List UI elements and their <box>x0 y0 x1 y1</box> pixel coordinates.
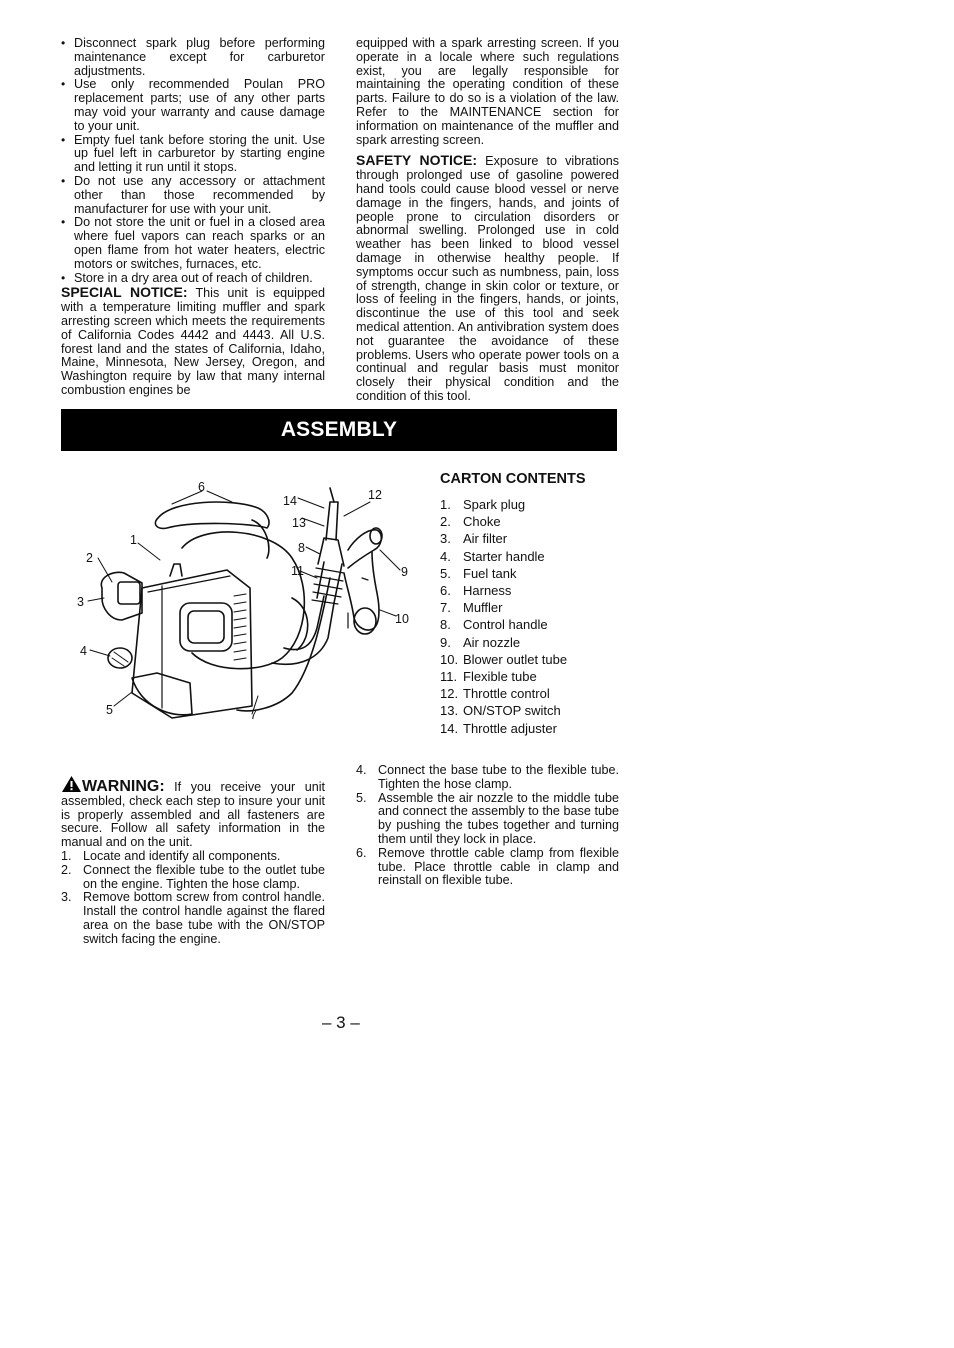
section-title-banner: ASSEMBLY <box>61 409 617 451</box>
list-item: 6. Remove throttle cable clamp from flexible tube. Place throttle cable in clamp and reinstall on flexible tube. <box>356 845 619 888</box>
left-top-column <box>61 37 325 398</box>
list-item: • Store in a dry area out of reach of children. <box>61 272 325 286</box>
callout-12: 12 <box>368 488 382 502</box>
callout-11: 11 <box>291 564 304 578</box>
air-filter <box>101 572 142 620</box>
safety-notice-text: Exposure to vibrations through prolonged use of gasoline powered hand tools could cause blood vessel or nerve damage in the fingers, hands, and joints of people prone to circulation disorders or abnormal swelling. Prolonged use in cold weather has been linked to blood vessel damage in otherwise healthy people. If symptoms occur such as numbness, pain, loss of strength, change in skin color or texture, or loss of feeling in the fingers, hands, or joints, discontinue the use of this tool and seek medical attention. An antivibration system does not guarantee the avoidance of these problems. Users who operate power tools on a continual and regular basis must monitor closely their physical condition and the condition of this tool. <box>356 154 620 403</box>
list-item: • Do not use any accessory or attachment other than those recommended by manufacturer for use with your unit. <box>61 175 325 216</box>
list-item: 4. Starter handle <box>440 548 545 564</box>
safety-notice-label: SAFETY NOTICE: <box>356 152 478 169</box>
callout-2: 2 <box>86 551 93 565</box>
warning-label: WARNING: <box>82 778 165 795</box>
list-item: 8. Control handle <box>440 617 548 633</box>
callout-8: 8 <box>298 541 305 555</box>
steps-right-column <box>356 764 619 888</box>
callout-13: 13 <box>292 516 306 530</box>
list-item: 2. Connect the flexible tube to the outlet tube on the engine. Tighten the hose clamp. <box>61 862 325 891</box>
warning-triangle-icon <box>61 775 82 793</box>
list-item: 13. ON/STOP switch <box>440 703 561 719</box>
callout-9: 9 <box>401 565 408 579</box>
list-item: • Use only recommended Poulan PRO replacement parts; use of any other parts may void your warranty and cause damage to your unit. <box>61 78 325 133</box>
harness-shape <box>155 502 269 528</box>
blower-diagram <box>62 478 422 738</box>
list-item: 6. Harness <box>440 583 512 599</box>
callout-6: 6 <box>198 480 205 494</box>
warning-text: If you receive your unit assembled, check each step to insure your unit is properly assembled and all fasteners are secure. Follow all safety information in the manual and on the unit. <box>61 780 325 850</box>
list-item: 5. Assemble the air nozzle to the middle tube and connect the assembly to the base tube by pushing the tubes together and turning them until they lock in place. <box>356 790 619 846</box>
list-item: 3. Air filter <box>440 531 508 547</box>
list-item: 14. Throttle adjuster <box>440 720 557 736</box>
page-number: – 3 – <box>322 1013 360 1032</box>
warning-column <box>61 775 325 947</box>
callout-10: 10 <box>395 612 409 626</box>
list-item: 2. Choke <box>440 514 501 530</box>
assembly-steps-list-continued <box>356 764 619 888</box>
list-item: 7. Muffler <box>440 600 503 616</box>
warning-paragraph <box>61 775 325 850</box>
assembly-steps-list <box>61 850 325 947</box>
list-item: 10. Blower outlet tube <box>440 651 568 667</box>
list-item: 1. Spark plug <box>440 497 526 512</box>
list-item: • Do not store the unit or fuel in a closed area where fuel vapors can reach sparks or an open flame from hot water heaters, electric motors or switches, furnaces, etc. <box>61 216 325 271</box>
right-top-column <box>356 37 619 404</box>
special-notice-continued: equipped with a spark arresting screen. If you operate in a locale where such regulations exist, you are legally responsible for maintaining the operating condition of these parts. Failure to do so is a violation of the law. Refer to the MAINTENANCE section for information on maintenance of the muffler and spark arresting screen. <box>356 36 619 147</box>
special-notice-label: SPECIAL NOTICE: <box>61 284 188 301</box>
control-handle <box>318 538 344 566</box>
list-item: • Disconnect spark plug before performing maintenance except for carburetor adjustments. <box>61 37 325 78</box>
callout-14: 14 <box>283 494 297 508</box>
callout-5: 5 <box>106 703 113 717</box>
safety-notice-paragraph <box>356 154 619 403</box>
callout-1: 1 <box>130 533 137 547</box>
special-notice-paragraph <box>61 286 325 397</box>
callout-4: 4 <box>80 644 87 658</box>
callout-7: 7 <box>250 708 257 722</box>
list-item: 1. Locate and identify all components. <box>61 848 281 863</box>
list-item: 12. Throttle control <box>440 686 550 702</box>
list-item: 3. Remove bottom screw from control handle. Install the control handle against the flared area on the base tube with the ON/STOP switch facing the engine. <box>61 890 325 946</box>
list-item: • Empty fuel tank before storing the unit. Use up fuel left in carburetor by starting engine and letting it run until it stops. <box>61 134 325 175</box>
special-notice-text: This unit is equipped with a temperature limiting muffler and spark arresting screen which meets the requirements of California Codes 4442 and 4443. All U.S. forest land and the states of California, Idaho, Maine, Minnesota, New Jersey, Oregon, and Washington require by law that many internal combustion engines be <box>61 286 325 397</box>
list-item: 4. Connect the base tube to the flexible tube. Tighten the hose clamp. <box>356 763 619 791</box>
callout-3: 3 <box>77 595 84 609</box>
carton-contents-list <box>440 496 567 737</box>
list-item: 11. Flexible tube <box>440 669 537 685</box>
carton-contents-title: CARTON CONTENTS <box>440 471 586 487</box>
air-nozzle <box>348 530 381 568</box>
list-item: 5. Fuel tank <box>440 565 517 581</box>
safety-bullet-list <box>61 37 325 285</box>
list-item: 9. Air nozzle <box>440 634 521 650</box>
